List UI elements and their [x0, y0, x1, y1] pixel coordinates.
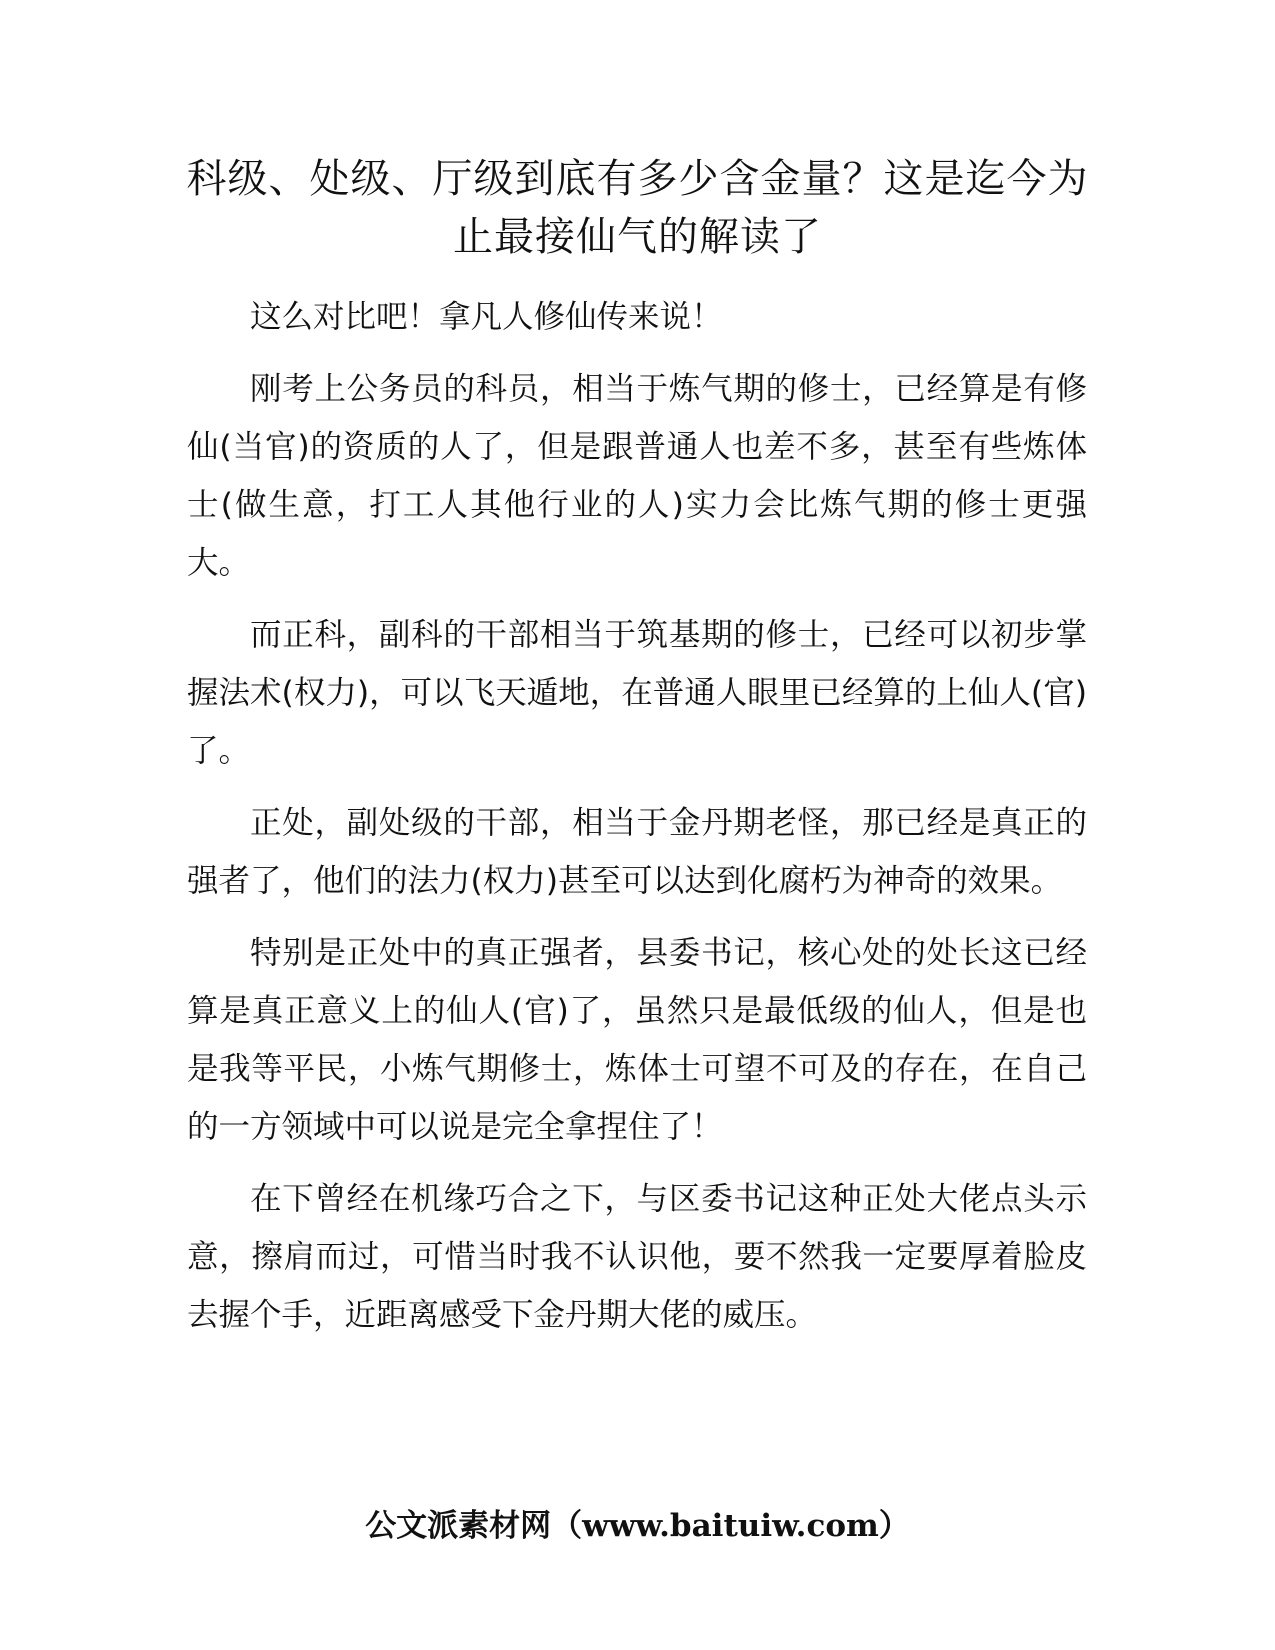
footer-source: 公文派素材网（www.baituiw.com）: [365, 1508, 910, 1544]
document-body: [187, 288, 1087, 1358]
paragraph-xianweishuji: 特别是正处中的真正强者，县委书记，核心处的处长这已经算是真正意义上的仙人(官)了，虽然只是最低级的仙人，但是也是我等平民，小炼气期修士，炼体士可望不可及的存在，在自己的一方领域中可以说是完全拿捏住了！: [187, 935, 1087, 1145]
document-title: 科级、处级、厅级到底有多少含金量？这是迄今为止最接仙气的解读了: [186, 156, 1089, 260]
paragraph-zhengchu: 正处，副处级的干部，相当于金丹期老怪，那已经是真正的强者了，他们的法力(权力)甚至可以达到化腐朽为神奇的效果。: [187, 805, 1087, 899]
paragraph-keyuan: 刚考上公务员的科员，相当于炼气期的修士，已经算是有修仙(当官)的资质的人了，但是跟普通人也差不多，甚至有些炼体士(做生意，打工人其他行业的人)实力会比炼气期的修士更强大。: [187, 371, 1087, 581]
paragraph-anecdote: 在下曾经在机缘巧合之下，与区委书记这种正处大佬点头示意，擦肩而过，可惜当时我不认识他，要不然我一定要厚着脸皮去握个手，近距离感受下金丹期大佬的威压。: [187, 1181, 1087, 1333]
paragraph-intro: 这么对比吧！拿凡人修仙传来说！: [250, 299, 723, 335]
paragraph-zhengke: 而正科，副科的干部相当于筑基期的修士，已经可以初步掌握法术(权力)，可以飞天遁地，在普通人眼里已经算的上仙人(官)了。: [187, 617, 1087, 769]
